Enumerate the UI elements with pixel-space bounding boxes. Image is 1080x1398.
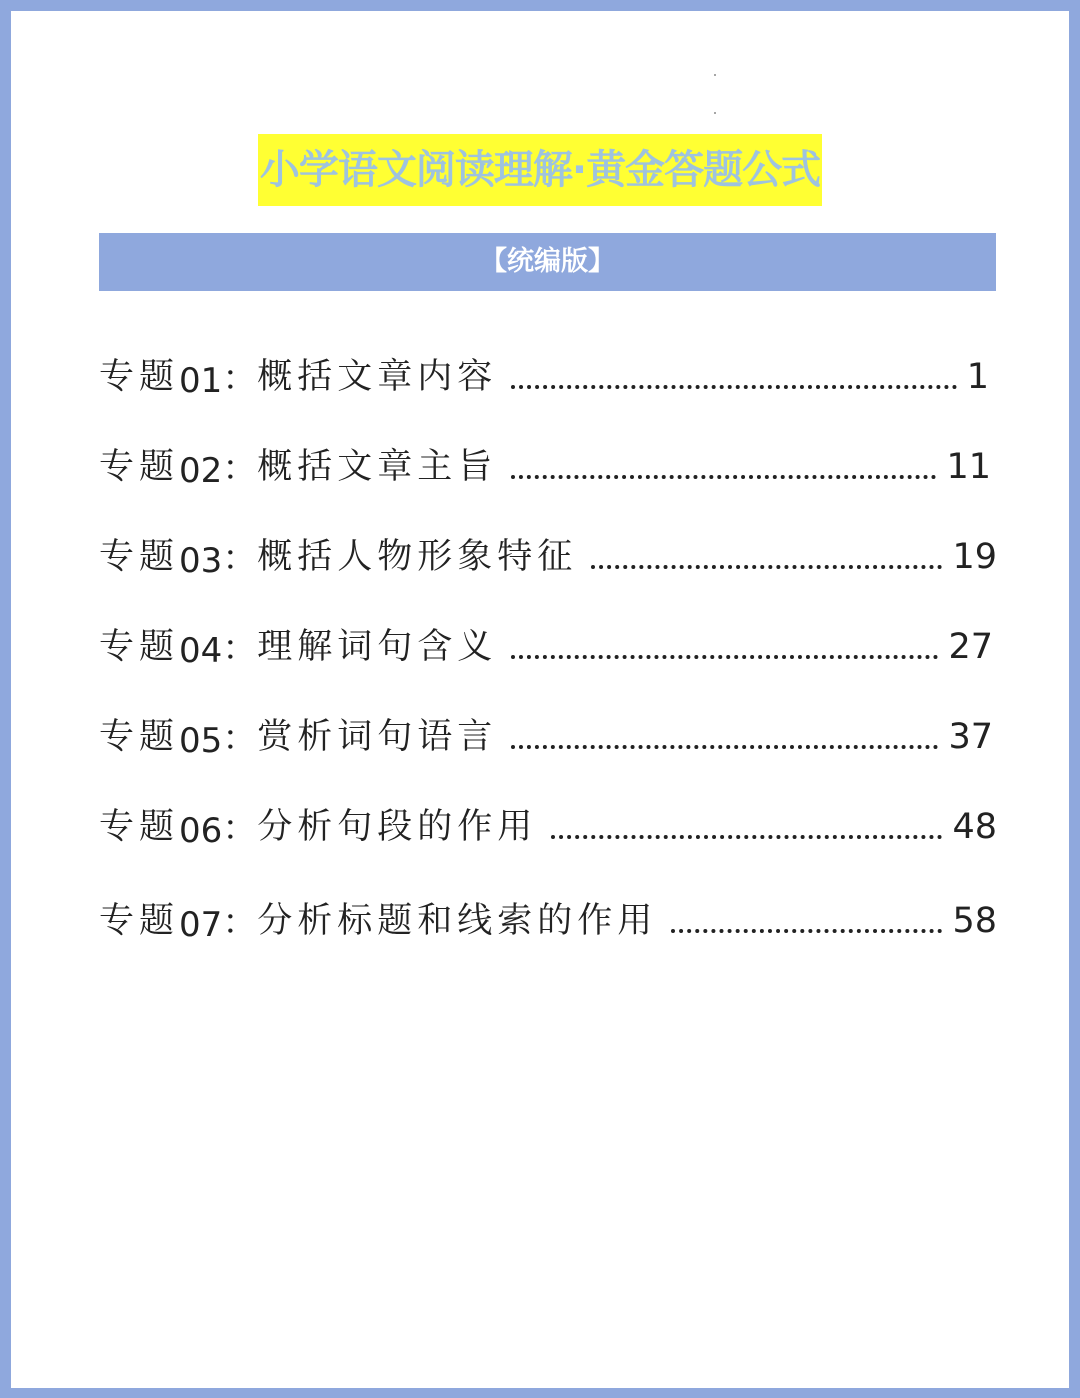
toc-dot-leader (671, 929, 942, 933)
toc-topic: 赏析词句语言 (257, 717, 498, 757)
edition-banner (99, 233, 996, 291)
toc-prefix: 专题 (99, 357, 180, 397)
toc-topic: 理解词句含义 (257, 627, 498, 667)
toc-number: 01 (179, 361, 223, 401)
title-container (11, 134, 1069, 206)
toc-colon: ： (222, 449, 258, 489)
toc-topic: 分析标题和线索的作用 (257, 901, 658, 941)
toc-colon: ： (222, 359, 258, 399)
toc-page-number: 19 (952, 537, 997, 577)
toc-number: 05 (179, 721, 223, 761)
toc-prefix: 专题 (99, 717, 180, 757)
toc-page-number: 11 (946, 447, 991, 487)
toc-dot-leader (511, 385, 956, 389)
toc-number: 06 (179, 811, 223, 851)
toc-dot-leader (591, 565, 942, 569)
toc-page-number: 58 (952, 901, 997, 941)
toc-prefix: 专题 (99, 807, 180, 847)
scan-speck (714, 74, 716, 76)
toc-colon: ： (222, 903, 258, 943)
document-title: 小学语文阅读理解·黄金答题公式 (258, 134, 822, 206)
toc-entry-03[interactable] (99, 521, 997, 581)
toc-dot-leader (511, 655, 938, 659)
toc-topic: 概括文章主旨 (257, 447, 498, 487)
toc-entry-06[interactable] (99, 791, 997, 851)
toc-prefix: 专题 (99, 901, 180, 941)
toc-dot-leader (511, 475, 936, 479)
toc-number: 02 (179, 451, 223, 491)
toc-page-number: 48 (952, 807, 997, 847)
edition-label: 【统编版】 (480, 246, 615, 277)
toc-page-number: 37 (948, 717, 993, 757)
toc-topic: 概括人物形象特征 (257, 537, 578, 577)
toc-entry-01[interactable] (99, 341, 989, 401)
toc-prefix: 专题 (99, 627, 180, 667)
document-page (11, 11, 1069, 1388)
toc-page-number: 1 (966, 357, 989, 397)
toc-prefix: 专题 (99, 537, 180, 577)
toc-topic: 分析句段的作用 (257, 807, 538, 847)
toc-number: 04 (179, 631, 223, 671)
toc-number: 03 (179, 541, 223, 581)
toc-topic: 概括文章内容 (257, 357, 498, 397)
toc-dot-leader (511, 745, 938, 749)
toc-number: 07 (179, 905, 223, 945)
toc-entry-02[interactable] (99, 431, 991, 491)
toc-dot-leader (551, 835, 942, 839)
toc-entry-07[interactable] (99, 885, 997, 945)
scan-speck (714, 112, 716, 114)
toc-prefix: 专题 (99, 447, 180, 487)
toc-colon: ： (222, 719, 258, 759)
toc-colon: ： (222, 809, 258, 849)
toc-colon: ： (222, 629, 258, 669)
toc-entry-04[interactable] (99, 611, 993, 671)
toc-entry-05[interactable] (99, 701, 993, 761)
toc-page-number: 27 (948, 627, 993, 667)
toc-colon: ： (222, 539, 258, 579)
